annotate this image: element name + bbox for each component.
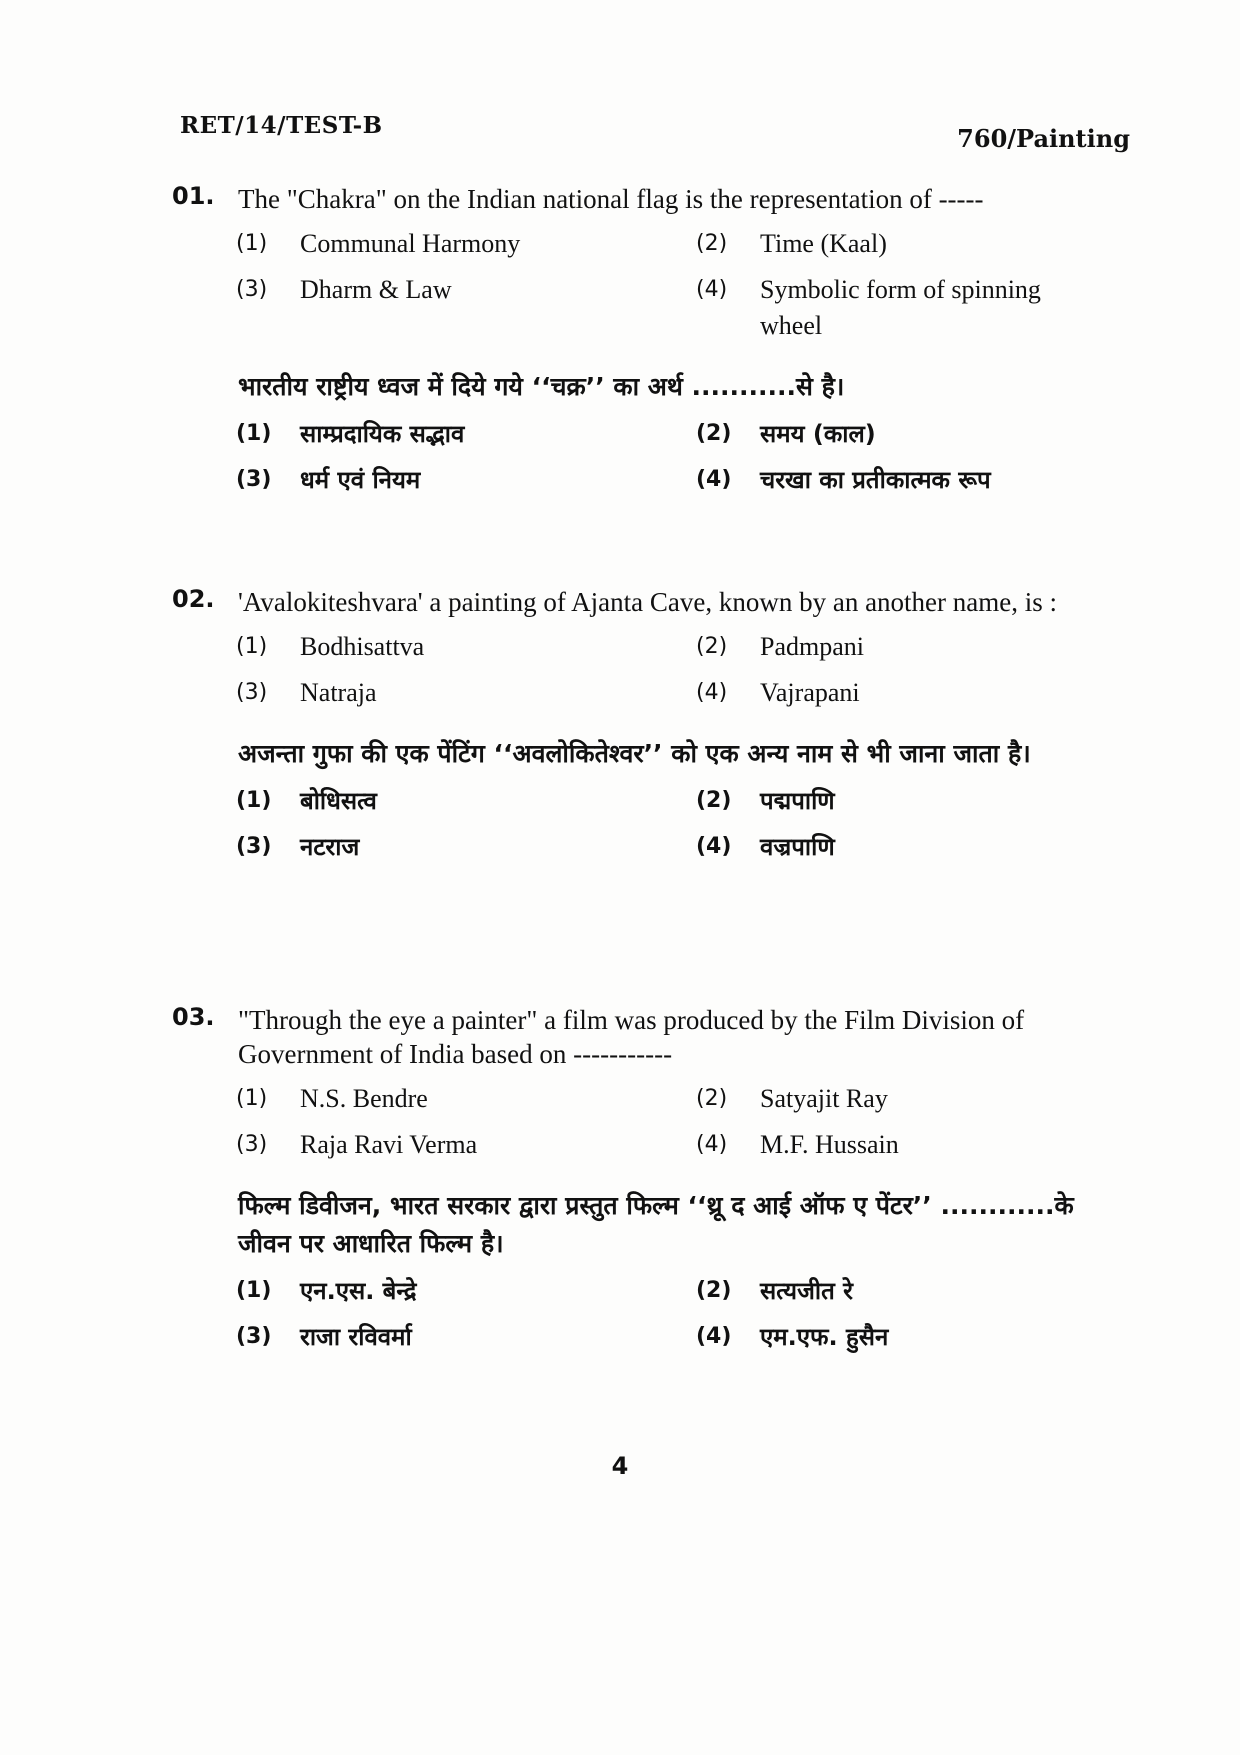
option-number: (3) — [236, 467, 272, 492]
option-label: राजा रविवर्मा — [300, 1323, 412, 1351]
option-number: (4) — [696, 1324, 732, 1349]
question-number: 02. — [172, 585, 215, 613]
option-number: (1) — [236, 1086, 268, 1111]
option-label: धर्म एवं नियम — [300, 466, 421, 494]
option-4 — [696, 675, 1126, 711]
question-text-en: 'Avalokiteshvara' a painting of Ajanta Cave, known by an another name, is : — [238, 587, 1058, 617]
option-label: Satyajit Ray — [760, 1084, 888, 1113]
option-label: पद्मपाणि — [760, 787, 835, 815]
option-number: (2) — [696, 1086, 728, 1111]
option-label: सत्यजीत रे — [760, 1277, 853, 1305]
question-text-hi: अजन्ता गुफा की एक पेंटिंग ‘‘अवलोकितेश्वर’’ को एक अन्य नाम से भी जाना जाता है। — [238, 739, 1031, 768]
option-4 — [696, 272, 1126, 344]
option-number: (1) — [236, 1278, 272, 1303]
option-number: (2) — [696, 1278, 732, 1303]
subject-code: 760/Painting — [957, 124, 1130, 153]
option-number: (1) — [236, 231, 268, 256]
option-label: Natraja — [300, 678, 377, 707]
option-label: एम.एफ. हुसैन — [760, 1323, 889, 1351]
option-label: एन.एस. बेन्द्रे — [300, 1277, 417, 1305]
option-number: (3) — [236, 1324, 272, 1349]
option-3 — [236, 675, 696, 711]
option-number: (4) — [696, 680, 728, 705]
question-number: 01. — [172, 182, 215, 210]
option-1 — [236, 629, 696, 665]
option-label: वज्रपाणि — [760, 833, 835, 861]
option-3 — [236, 1127, 696, 1163]
question-3 — [172, 1003, 1132, 1355]
option-label: नटराज — [300, 833, 360, 861]
option-number: (2) — [696, 421, 732, 446]
option-3-hi — [236, 1319, 696, 1355]
option-2-hi — [696, 1273, 1126, 1309]
option-number: (4) — [696, 1132, 728, 1157]
option-number: (1) — [236, 634, 268, 659]
option-number: (3) — [236, 680, 268, 705]
option-number: (4) — [696, 467, 732, 492]
option-2-hi — [696, 416, 1126, 452]
option-label: Communal Harmony — [300, 229, 521, 258]
option-2 — [696, 1081, 1126, 1117]
option-1 — [236, 1081, 696, 1117]
options-en — [236, 1081, 1132, 1163]
option-3-hi — [236, 462, 696, 498]
option-1 — [236, 226, 696, 262]
option-4 — [696, 1127, 1126, 1163]
option-label: Time (Kaal) — [760, 229, 887, 258]
options-hi — [236, 783, 1132, 865]
option-number: (2) — [696, 231, 728, 256]
question-2 — [172, 585, 1132, 865]
option-1-hi — [236, 783, 696, 819]
option-number: (1) — [236, 788, 272, 813]
option-1-hi — [236, 1273, 696, 1309]
option-number: (3) — [236, 834, 272, 859]
option-label: Symbolic form of spinning wheel — [760, 275, 1041, 340]
page-number: 4 — [611, 1452, 629, 1480]
option-number: (3) — [236, 1132, 268, 1157]
option-label: M.F. Hussain — [760, 1130, 899, 1159]
option-label: Dharm & Law — [300, 275, 452, 304]
options-en — [236, 226, 1132, 344]
option-number: (2) — [696, 634, 728, 659]
question-text-hi: भारतीय राष्ट्रीय ध्वज में दिये गये ‘‘चक्र’’ का अर्थ ...........से है। — [238, 372, 845, 401]
option-label: Bodhisattva — [300, 632, 425, 661]
question-text-en: "Through the eye a painter" a film was produced by the Film Division of Government of India based on ----------- — [238, 1005, 1025, 1069]
option-number: (2) — [696, 788, 732, 813]
option-number: (4) — [696, 277, 728, 302]
option-label: Padmpani — [760, 632, 864, 661]
question-text-en: The "Chakra" on the Indian national flag is the representation of ----- — [238, 184, 984, 214]
options-hi — [236, 1273, 1132, 1355]
option-4-hi — [696, 462, 1126, 498]
question-number: 03. — [172, 1003, 215, 1031]
option-2 — [696, 226, 1126, 262]
option-label: बोधिसत्व — [300, 787, 377, 815]
option-label: समय (काल) — [760, 420, 876, 448]
option-1-hi — [236, 416, 696, 452]
option-4-hi — [696, 829, 1126, 865]
options-en — [236, 629, 1132, 711]
option-label: Vajrapani — [760, 678, 860, 707]
option-3 — [236, 272, 696, 344]
option-2 — [696, 629, 1126, 665]
option-number: (4) — [696, 834, 732, 859]
paper-code: RET/14/TEST-B — [180, 112, 383, 139]
option-label: साम्प्रदायिक सद्भाव — [300, 420, 465, 448]
option-2-hi — [696, 783, 1126, 819]
option-number: (1) — [236, 421, 272, 446]
question-1 — [172, 182, 1132, 498]
options-hi — [236, 416, 1132, 498]
option-4-hi — [696, 1319, 1126, 1355]
option-3-hi — [236, 829, 696, 865]
option-number: (3) — [236, 277, 268, 302]
option-label: Raja Ravi Verma — [300, 1130, 478, 1159]
question-text-hi: फिल्म डिवीजन, भारत सरकार द्वारा प्रस्तुत फिल्म ‘‘थ्रू द आई ऑफ ए पेंटर’’ ............के जीवन पर आधारित फिल्म है। — [238, 1191, 1074, 1258]
option-label: चरखा का प्रतीकात्मक रूप — [760, 466, 991, 494]
option-label: N.S. Bendre — [300, 1084, 428, 1113]
